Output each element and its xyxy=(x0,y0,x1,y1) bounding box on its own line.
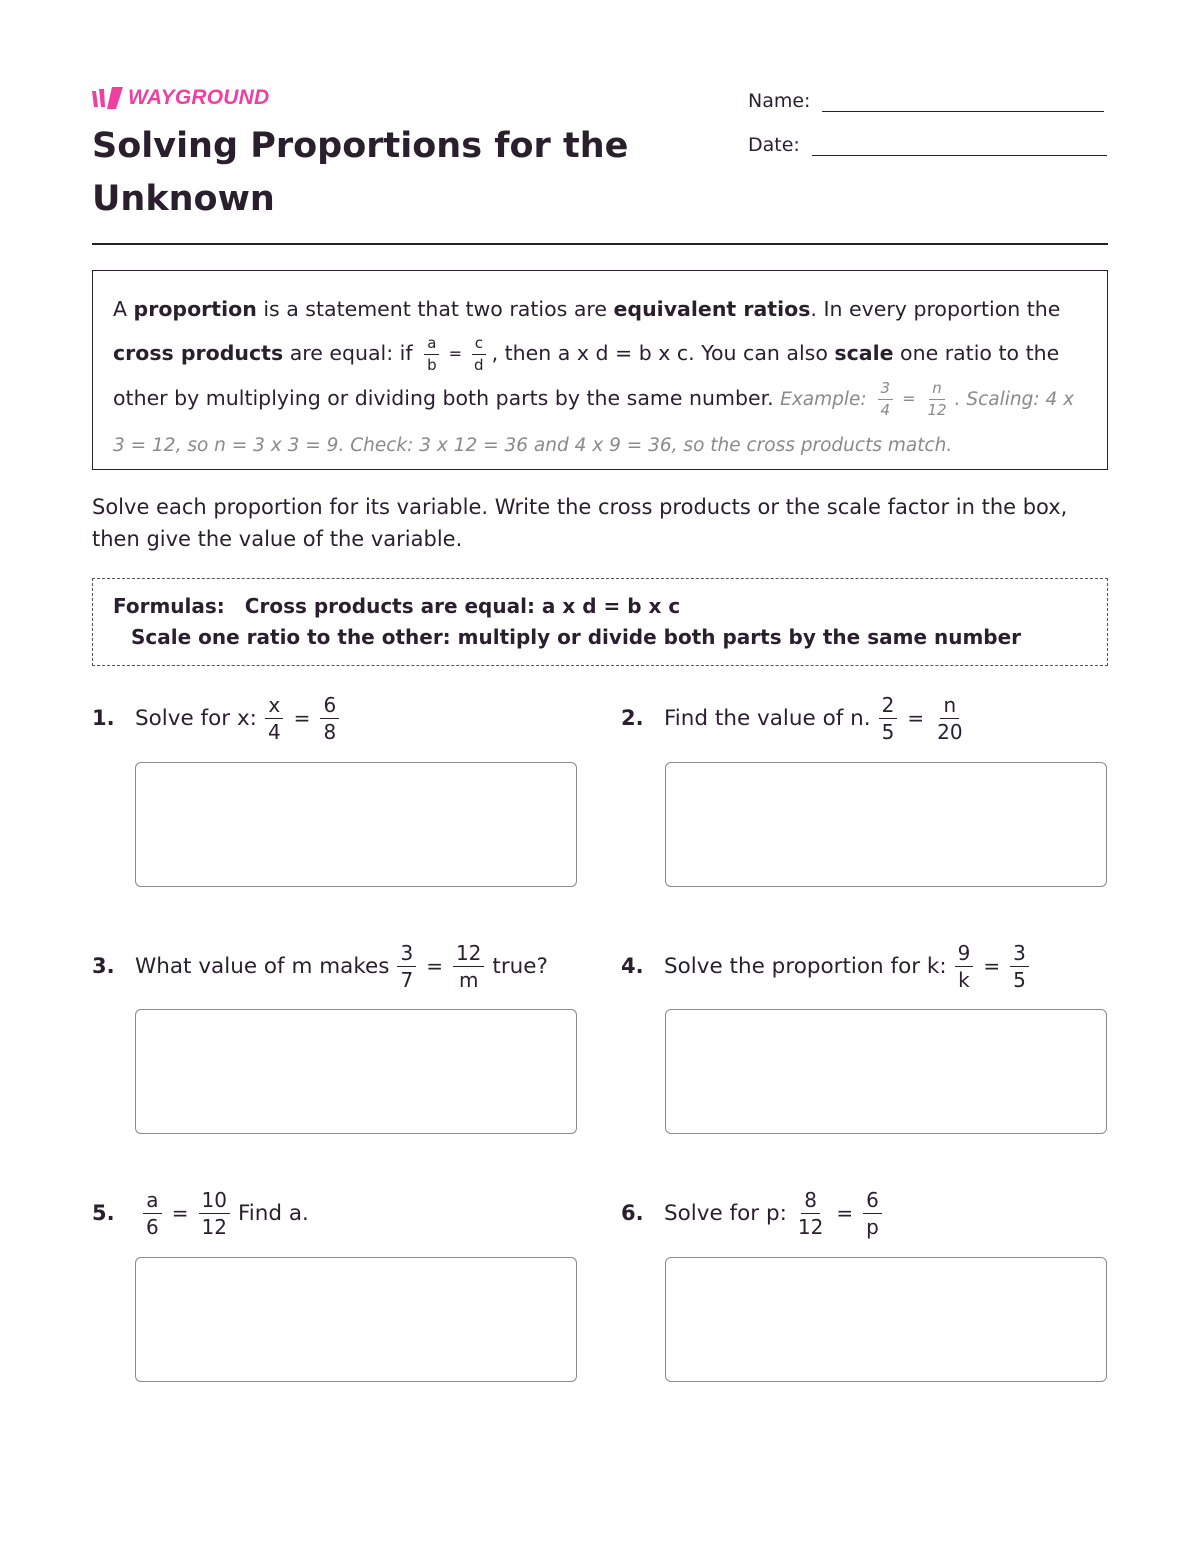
denominator: 20 xyxy=(937,719,963,744)
numerator: c xyxy=(472,336,486,355)
fraction xyxy=(143,1187,162,1239)
numerator: 3 xyxy=(1010,943,1029,967)
date-line[interactable] xyxy=(812,135,1107,156)
formula-scale: Scale one ratio to the other: multiply or divide both parts by the same number xyxy=(131,625,1022,649)
problem-4 xyxy=(621,938,1037,994)
answer-box-1[interactable] xyxy=(135,762,577,887)
intro-text: A xyxy=(113,297,134,321)
problem-text-after: true? xyxy=(492,953,548,979)
equals-sign: = xyxy=(448,344,463,363)
equals-sign: = xyxy=(293,706,311,730)
denominator: 4 xyxy=(267,719,281,744)
numerator: 6 xyxy=(320,695,339,719)
brand-logo xyxy=(92,86,269,110)
problem-number: 6. xyxy=(621,1201,644,1225)
formula-cross-products: Cross products are equal: a x d = b x c xyxy=(244,594,681,618)
denominator: d xyxy=(474,355,484,374)
problem-5 xyxy=(92,1185,309,1241)
answer-box-2[interactable] xyxy=(665,762,1107,887)
numerator: 10 xyxy=(199,1190,230,1214)
numerator: n xyxy=(929,381,945,400)
fraction xyxy=(879,692,898,744)
problem-text: Solve for x: xyxy=(135,705,257,731)
denominator: 8 xyxy=(323,719,337,744)
denominator: b xyxy=(427,355,437,374)
fraction xyxy=(265,692,284,744)
denominator: 5 xyxy=(881,719,895,744)
name-label: Name: xyxy=(748,90,811,112)
fraction xyxy=(453,940,484,992)
fraction xyxy=(320,692,339,744)
denominator: 4 xyxy=(880,400,891,419)
numerator: 3 xyxy=(397,943,416,967)
numerator: 12 xyxy=(453,943,484,967)
denominator: p xyxy=(866,1214,879,1239)
example-fraction xyxy=(878,378,894,419)
denominator: k xyxy=(958,967,970,992)
date-field[interactable] xyxy=(748,134,1107,156)
numerator: x xyxy=(265,695,283,719)
problem-text: Solve for p: xyxy=(664,1200,787,1226)
intro-text: one ratio to the other by multiplying or dividing both parts by the same number. xyxy=(113,341,1060,410)
problem-number: 1. xyxy=(92,706,115,730)
term-cross-products: cross products xyxy=(113,341,284,365)
problem-3 xyxy=(92,938,548,994)
intro-text: . In every proportion the xyxy=(810,297,1061,321)
term-equivalent-ratios: equivalent ratios xyxy=(613,297,811,321)
denominator: 7 xyxy=(400,967,414,992)
problem-1 xyxy=(92,690,347,746)
numerator: 9 xyxy=(955,943,974,967)
fraction xyxy=(863,1187,882,1239)
fraction xyxy=(199,1187,230,1239)
formulas-box xyxy=(92,578,1108,666)
problem-2 xyxy=(621,690,974,746)
problem-6 xyxy=(621,1185,890,1241)
example-label: Example: xyxy=(780,389,867,410)
fraction xyxy=(934,692,965,744)
term-proportion: proportion xyxy=(133,297,257,321)
answer-box-4[interactable] xyxy=(665,1009,1107,1134)
equals-sign: = xyxy=(907,706,925,730)
date-label: Date: xyxy=(748,134,800,156)
problem-number: 5. xyxy=(92,1201,115,1225)
intro-text: , then a x d = b x c. You can also xyxy=(491,341,835,365)
name-field[interactable] xyxy=(748,90,1104,112)
equals-sign: = xyxy=(902,389,916,408)
problem-text: Find the value of n. xyxy=(664,705,871,731)
problem-number: 3. xyxy=(92,954,115,978)
denominator: 5 xyxy=(1013,967,1026,992)
numerator: 6 xyxy=(863,1190,882,1214)
numerator: 3 xyxy=(878,381,894,400)
instructions: Solve each proportion for its variable. Write the cross products or the scale factor in the box, then give the value of the variable. xyxy=(92,495,1068,551)
intro-text: is a statement that two ratios are xyxy=(256,297,614,321)
denominator: 6 xyxy=(146,1214,159,1239)
fraction xyxy=(1010,940,1029,992)
fraction xyxy=(424,333,440,374)
fraction xyxy=(955,940,974,992)
example-text: . Scaling: 4 x 3 = 12, so n = 3 x 3 = 9. Check: 3 x 12 = 36 and 4 x 9 = 36, so the cross products match. xyxy=(113,389,1075,456)
denominator: m xyxy=(458,967,479,992)
answer-box-3[interactable] xyxy=(135,1009,577,1134)
equals-sign: = xyxy=(836,1201,854,1225)
definition-box xyxy=(92,270,1108,470)
page-title: Solving Proportions for the Unknown xyxy=(92,126,629,219)
problem-number: 2. xyxy=(621,706,644,730)
answer-box-5[interactable] xyxy=(135,1257,577,1382)
example-fraction xyxy=(925,378,950,419)
fraction xyxy=(397,940,416,992)
equals-sign: = xyxy=(983,954,1001,978)
denominator: 12 xyxy=(201,1214,227,1239)
intro-text: are equal: if xyxy=(283,341,420,365)
numerator: n xyxy=(940,695,959,719)
name-line[interactable] xyxy=(822,91,1104,112)
fraction xyxy=(795,1187,826,1239)
brand-name: WAYGROUND xyxy=(128,86,270,109)
numerator: a xyxy=(143,1190,161,1214)
equals-sign: = xyxy=(426,954,443,978)
header-divider xyxy=(92,243,1108,245)
numerator: 2 xyxy=(879,695,898,719)
denominator: 12 xyxy=(927,400,947,419)
numerator: 8 xyxy=(801,1190,820,1214)
formulas-label: Formulas: xyxy=(113,594,225,618)
problem-number: 4. xyxy=(621,954,644,978)
denominator: 12 xyxy=(797,1214,824,1239)
term-scale: scale xyxy=(834,341,894,365)
answer-box-6[interactable] xyxy=(665,1257,1107,1382)
wayground-logo-icon xyxy=(92,87,124,109)
fraction xyxy=(471,333,487,374)
numerator: a xyxy=(424,336,439,355)
problem-text: Solve the proportion for k: xyxy=(664,953,947,979)
problem-text-after: Find a. xyxy=(237,1200,309,1226)
problem-text: What value of m makes xyxy=(135,953,390,979)
equals-sign: = xyxy=(171,1201,189,1225)
